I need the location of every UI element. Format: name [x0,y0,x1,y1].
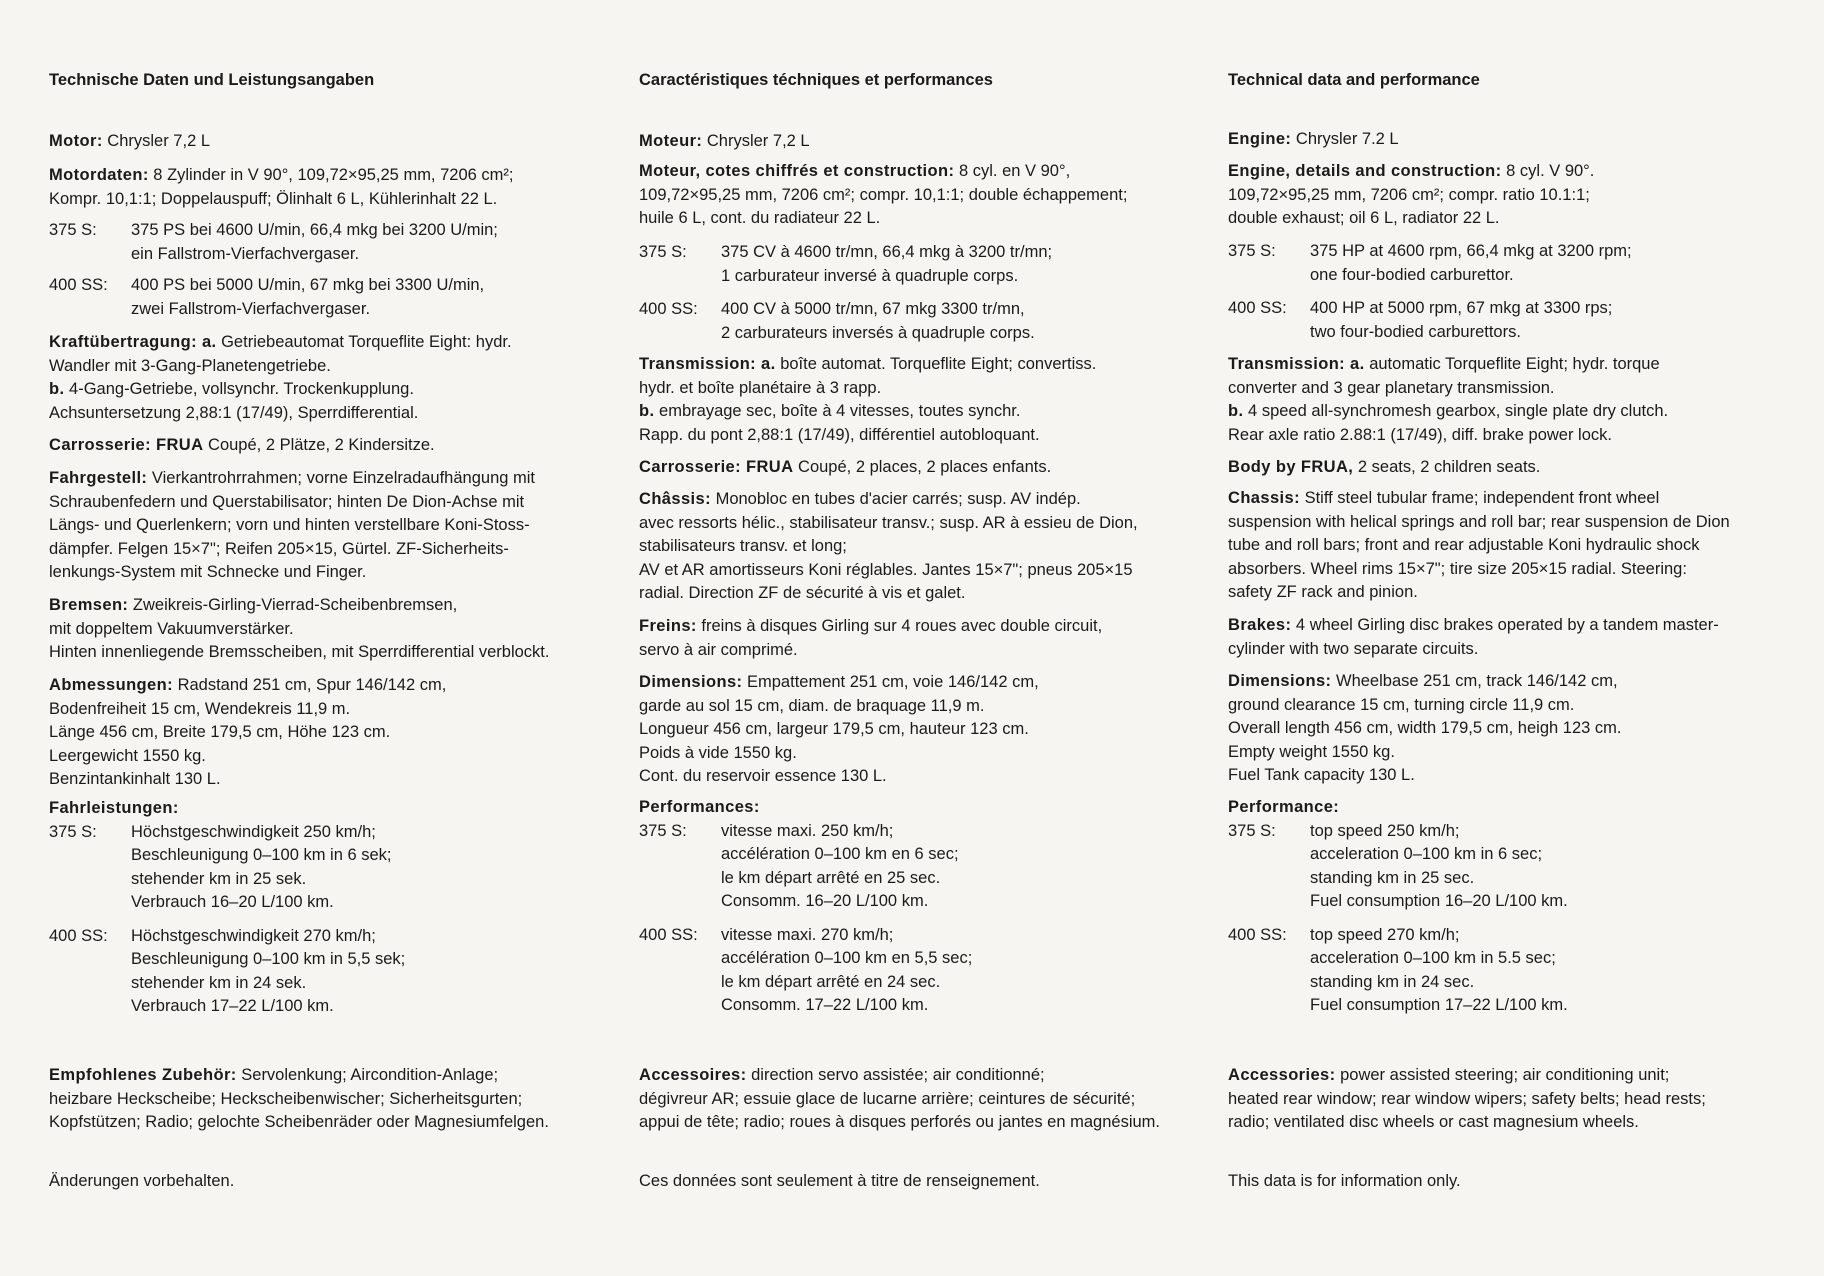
column-title: Caractéristiques téchniques et performances [639,71,993,89]
text-line: cylinder with two separate circuits. [1228,639,1479,658]
variant-400 [49,274,649,321]
variant-label: 375 S: [49,822,97,841]
variant-label: 375 S: [1228,821,1276,840]
text-line: Wandler mit 3-Gang-Planetengetriebe. [49,356,331,375]
text-line: Längs- und Querlenkern; vorn und hinten verstellbare Koni-Stoss- [49,516,530,534]
transmission-section [1228,353,1824,447]
brand-name: FRUA [741,458,794,476]
text-line: boîte automat. Torqueflite Eight; convertiss. [775,355,1097,373]
text-line: mit doppeltem Vakuumverstärker. [49,619,294,638]
engine-data-section [1228,160,1824,231]
text-line: dämpfer. Felgen 15×7"; Reifen 205×15, Gürtel. ZF-Sicherheits- [49,539,509,558]
section-label: Body by FRUA, [1228,458,1354,476]
footer-note [639,1170,1239,1194]
text-line: 2 carburateurs inversés à quadruple corps. [721,323,1035,342]
engine-section [49,130,649,154]
text-line: Vierkantrohrrahmen; vorne Einzelradaufhängung mit [147,469,535,487]
text-line: appui de tête; radio; roues à disques perforés ou jantes en magnésium. [639,1113,1160,1131]
column-title: Technische Daten und Leistungsangaben [49,71,375,89]
text-line: 4 speed all-synchromesh gearbox, single plate dry clutch. [1243,402,1669,420]
accessories-section [49,1064,649,1135]
text-line: 109,72×95,25 mm, 7206 cm²; compr. 10,1:1; double échappement; [639,185,1128,204]
text-line: lenkungs-System mit Schnecke und Finger. [49,563,367,581]
variant-label: 375 S: [639,821,687,840]
body-section [1228,456,1824,480]
chassis-section [1228,487,1824,605]
variant-label: 400 SS: [1228,299,1287,317]
footer-note [49,1170,649,1194]
brakes-section [639,615,1239,662]
section-label: Transmission: a. [639,355,776,373]
text-line: le km départ arrêté en 25 sec. [721,868,941,887]
column-title: Technical data and performance [1228,71,1480,89]
text-line: Stiff steel tubular frame; independent front wheel [1299,489,1660,507]
section-label: Carrosserie: [639,458,742,476]
text-line: embrayage sec, boîte à 4 vitesses, toutes synchr. [654,402,1021,420]
text-line: accélération 0–100 km en 5,5 sec; [721,949,973,967]
variant-375 [1228,240,1824,287]
text-line: Longueur 456 cm, largeur 179,5 cm, hauteur 123 cm. [639,720,1029,738]
performance-section [639,796,1239,1018]
engine-section [639,130,1239,154]
performance-section [49,797,649,1019]
text-line: radio; ventilated disc wheels or cast magnesium wheels. [1228,1113,1639,1131]
text-line: 400 HP at 5000 rpm, 67 mkg at 3300 rps; [1310,299,1613,317]
text-line: Empattement 251 cm, voie 146/142 cm, [742,673,1039,691]
text-line: Cont. du reservoir essence 130 L. [639,767,887,785]
engine-section [1228,128,1824,152]
text-line: Kopfstützen; Radio; gelochte Scheibenräder oder Magnesiumfelgen. [49,1113,549,1131]
section-label: Performances: [639,798,760,816]
text-line: 4 wheel Girling disc brakes operated by a tandem master- [1291,616,1719,634]
option-label: b. [49,380,65,398]
text-line: stehender km in 24 sek. [131,973,307,992]
brakes-section [1228,614,1824,661]
variant-label: 400 SS: [1228,925,1287,944]
text-line: Monobloc en tubes d'acier carrés; susp. AV indép. [710,490,1081,508]
text-line: Änderungen vorbehalten. [49,1172,235,1190]
section-label: Freins: [639,617,697,635]
text-line: Consomm. 17–22 L/100 km. [721,996,929,1014]
text-line: Rapp. du pont 2,88:1 (17/49), différentiel autobloquant. [639,425,1040,444]
text-line: Höchstgeschwindigkeit 250 km/h; [131,822,376,841]
text-line: vitesse maxi. 270 km/h; [721,925,894,944]
footer-note [1228,1170,1824,1194]
text-line: Verbrauch 17–22 L/100 km. [131,997,334,1015]
text-line: Höchstgeschwindigkeit 270 km/h; [131,926,376,945]
accessories-section [639,1064,1239,1135]
text-line: Fuel Tank capacity 130 L. [1228,766,1415,784]
text-line: Wheelbase 251 cm, track 146/142 cm, [1331,672,1618,690]
text-line: 375 HP at 4600 rpm, 66,4 mkg at 3200 rpm; [1310,242,1632,260]
text-line: This data is for information only. [1228,1172,1461,1190]
text-line: heated rear window; rear window wipers; safety belts; head rests; [1228,1089,1706,1108]
engine-value: Chrysler 7,2 L [102,132,211,150]
engine-data-section [639,160,1239,231]
text-line: 1 carburateur inversé à quadruple corps. [721,266,1019,285]
body-section [49,434,649,458]
text-line: ground clearance 15 cm, turning circle 11,9 cm. [1228,695,1575,714]
text-line: double exhaust; oil 6 L, radiator 22 L. [1228,209,1500,227]
variant-400 [639,298,1239,345]
text-line: garde au sol 15 cm, diam. de braquage 11,9 m. [639,696,985,715]
variant-label: 400 SS: [49,926,108,945]
section-label: Motor: [49,132,103,150]
text-line: Hinten innenliegende Bremsscheiben, mit Sperrdifferential verblockt. [49,643,550,661]
section-label: Performance: [1228,798,1340,816]
text-line: power assisted steering; air conditioning unit; [1335,1066,1670,1084]
section-label: Carrosserie: [49,436,152,454]
text-line: freins à disques Girling sur 4 roues avec double circuit, [696,617,1103,635]
dimensions-section [639,671,1239,789]
text-line: Coupé, 2 places, 2 places enfants. [793,458,1052,476]
section-label: Fahrleistungen: [49,799,179,817]
text-line: Länge 456 cm, Breite 179,5 cm, Höhe 123 cm. [49,723,391,741]
section-label: Empfohlenes Zubehör: [49,1066,237,1084]
text-line: Servolenkung; Aircondition-Anlage; [236,1066,499,1084]
text-line: Consomm. 16–20 L/100 km. [721,892,929,910]
brakes-section [49,594,649,665]
text-line: le km départ arrêté en 24 sec. [721,972,941,991]
text-line: tube and roll bars; front and rear adjustable Koni hydraulic shock [1228,536,1700,554]
engine-value: Chrysler 7.2 L [1291,130,1399,148]
section-label: Brakes: [1228,616,1292,634]
option-label: b. [639,402,655,420]
transmission-section [49,331,649,425]
section-label: Engine, details and construction: [1228,162,1502,180]
text-line: Bodenfreiheit 15 cm, Wendekreis 11,9 m. [49,699,351,718]
text-line: absorbers. Wheel rims 15×7"; tire size 205×15 radial. Steering: [1228,559,1687,578]
text-line: acceleration 0–100 km in 5.5 sec; [1310,949,1556,967]
variant-375 [639,241,1239,288]
section-label: Accessoires: [639,1066,747,1084]
text-line: Empty weight 1550 kg. [1228,742,1395,761]
option-label: b. [1228,402,1244,420]
text-line: hydr. et boîte planétaire à 3 rapp. [639,378,882,397]
text-line: Rear axle ratio 2.88:1 (17/49), diff. brake power lock. [1228,425,1612,444]
text-line: Achsuntersetzung 2,88:1 (17/49), Sperrdifferential. [49,403,419,422]
text-line: 375 CV à 4600 tr/mn, 66,4 mkg à 3200 tr/mn; [721,243,1053,261]
text-line: Kompr. 10,1:1; Doppelauspuff; Ölinhalt 6 L, Kühlerinhalt 22 L. [49,189,498,208]
section-label: Chassis: [1228,489,1300,507]
variant-400 [1228,297,1824,344]
text-line: safety ZF rack and pinion. [1228,583,1418,601]
variant-label: 400 SS: [49,276,108,294]
variant-label: 400 SS: [639,300,698,318]
text-line: 375 PS bei 4600 U/min, 66,4 mkg bei 3200 U/min; [131,221,498,239]
dimensions-section [49,674,649,792]
text-line: avec ressorts hélic., stabilisateur transv.; susp. AR à essieu de Dion, [639,513,1138,532]
dimensions-section [1228,670,1824,788]
text-line: Getriebeautomat Torqueflite Eight: hydr. [216,333,512,351]
text-line: Verbrauch 16–20 L/100 km. [131,893,334,911]
chassis-section [639,488,1239,606]
text-line: suspension with helical springs and roll bar; rear suspension de Dion [1228,512,1730,531]
text-line: one four-bodied carburettor. [1310,265,1514,284]
text-line: automatic Torqueflite Eight; hydr. torque [1364,355,1660,373]
variant-label: 375 S: [1228,242,1276,260]
variant-label: 375 S: [639,243,687,261]
text-line: 109,72×95,25 mm, 7206 cm²; compr. ratio 10.1:1; [1228,185,1590,204]
body-section [639,456,1239,480]
variant-label: 375 S: [49,221,97,239]
variant-375 [49,219,649,266]
section-label: Engine: [1228,130,1292,148]
section-label: Transmission: a. [1228,355,1365,373]
text-line: standing km in 25 sec. [1310,868,1475,887]
text-line: standing km in 24 sec. [1310,972,1475,991]
section-label: Dimensions: [639,673,743,691]
text-line: Beschleunigung 0–100 km in 6 sek; [131,846,392,864]
text-line: direction servo assistée; air conditionné; [746,1066,1045,1084]
text-line: Ces données sont seulement à titre de renseignement. [639,1172,1040,1190]
text-line: Schraubenfedern und Querstabilisator; hinten De Dion-Achse mit [49,492,525,511]
text-line: Fuel consumption 17–22 L/100 km. [1310,996,1568,1014]
text-line: converter and 3 gear planetary transmission. [1228,378,1555,397]
text-line: 8 Zylinder in V 90°, 109,72×95,25 mm, 7206 cm²; [148,166,514,184]
text-line: 400 PS bei 5000 U/min, 67 mkg bei 3300 U/min, [131,276,485,294]
section-label: Abmessungen: [49,676,173,694]
text-line: acceleration 0–100 km in 6 sec; [1310,845,1543,863]
text-line: top speed 250 km/h; [1310,821,1460,840]
text-line: top speed 270 km/h; [1310,925,1460,944]
text-line: 8 cyl. en V 90°, [954,162,1071,180]
brand-name: FRUA [151,436,204,454]
text-line: 400 CV à 5000 tr/mn, 67 mkg 3300 tr/mn, [721,300,1025,318]
section-label: Kraftübertragung: a. [49,333,217,351]
text-line: Benzintankinhalt 130 L. [49,770,221,788]
text-line: heizbare Heckscheibe; Heckscheibenwischer; Sicherheitsgurten; [49,1089,523,1108]
section-label: Moteur: [639,132,703,150]
text-line: accélération 0–100 km en 6 sec; [721,845,959,863]
text-line: radial. Direction ZF de sécurité à vis et galet. [639,584,966,602]
section-label: Dimensions: [1228,672,1332,690]
text-line: Poids à vide 1550 kg. [639,743,797,762]
text-line: 4-Gang-Getriebe, vollsynchr. Trockenkupplung. [64,380,414,398]
text-line: 8 cyl. V 90°. [1501,162,1595,180]
engine-data-section [49,164,649,211]
text-line: Overall length 456 cm, width 179,5 cm, heigh 123 cm. [1228,719,1622,737]
text-line: AV et AR amortisseurs Koni réglables. Jantes 15×7"; pneus 205×15 [639,560,1133,579]
section-label: Châssis: [639,490,711,508]
text-line: Radstand 251 cm, Spur 146/142 cm, [172,676,447,694]
text-line: Beschleunigung 0–100 km in 5,5 sek; [131,950,406,968]
performance-section [1228,796,1824,1018]
text-line: Zweikreis-Girling-Vierrad-Scheibenbremsen, [128,596,458,614]
text-line: ein Fallstrom-Vierfachvergaser. [131,244,360,263]
transmission-section [639,353,1239,447]
text-line: two four-bodied carburettors. [1310,322,1521,341]
section-label: Fahrgestell: [49,469,148,487]
chassis-section [49,467,649,585]
text-line: Leergewicht 1550 kg. [49,746,206,765]
text-line: stehender km in 25 sek. [131,869,307,888]
text-line: Coupé, 2 Plätze, 2 Kindersitze. [203,436,435,454]
engine-value: Chrysler 7,2 L [702,132,810,150]
text-line: dégivreur AR; essuie glace de lucarne arrière; ceintures de sécurité; [639,1089,1136,1108]
text-line: stabilisateurs transv. et long; [639,537,847,555]
text-line: huile 6 L, cont. du radiateur 22 L. [639,209,881,227]
text-line: vitesse maxi. 250 km/h; [721,821,894,840]
section-label: Bremsen: [49,596,129,614]
accessories-section [1228,1064,1824,1135]
text-line: zwei Fallstrom-Vierfachvergaser. [131,299,371,318]
text-line: servo à air comprimé. [639,640,798,659]
text-line: Fuel consumption 16–20 L/100 km. [1310,892,1568,910]
text-line: 2 seats, 2 children seats. [1353,458,1541,476]
section-label: Motordaten: [49,166,149,184]
section-label: Accessories: [1228,1066,1336,1084]
variant-label: 400 SS: [639,925,698,944]
section-label: Moteur, cotes chiffrés et construction: [639,162,955,180]
